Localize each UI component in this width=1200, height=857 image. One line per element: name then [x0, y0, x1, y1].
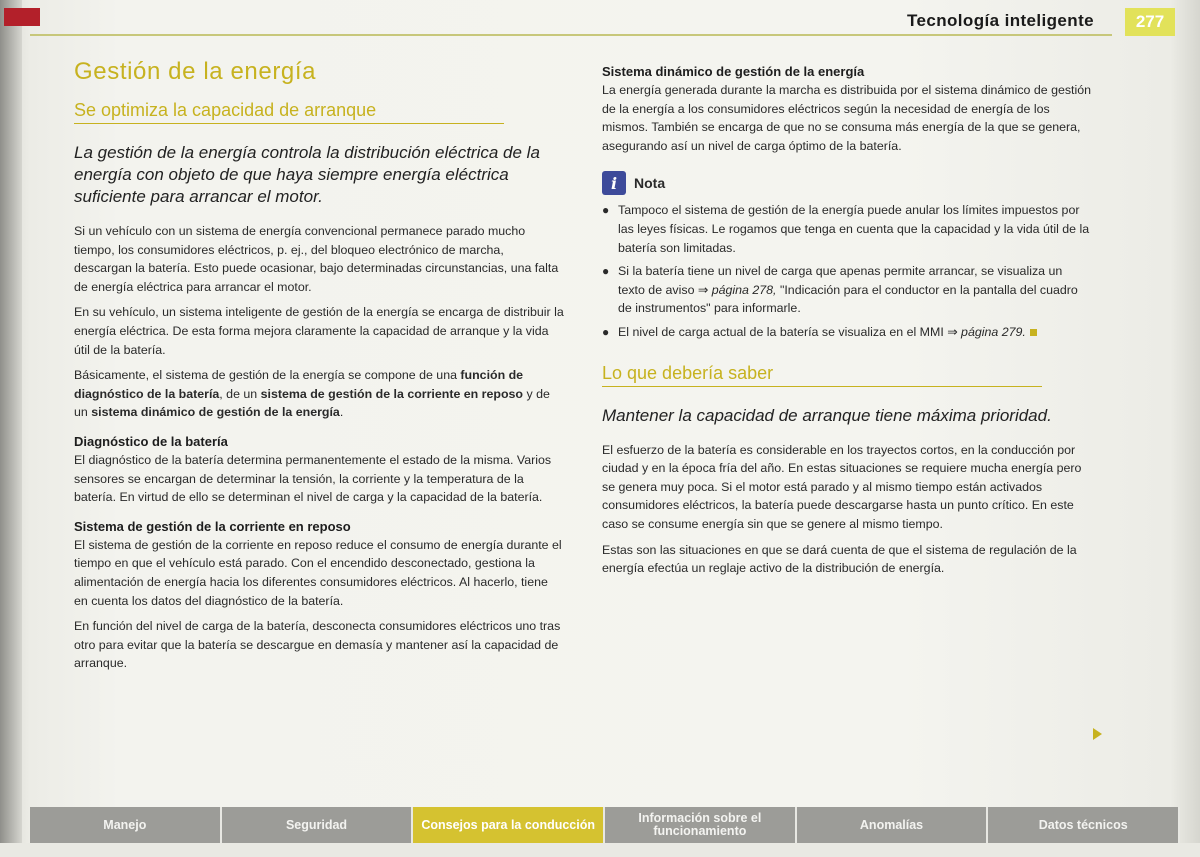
page-number: 277: [1125, 8, 1175, 36]
bullet-icon: ●: [602, 264, 610, 279]
triangle-right-icon: [1093, 728, 1102, 740]
body-paragraph: En su vehículo, un sistema inteligente de gestión de la energía se encarga de distribuir la energía eléctrica. De esta forma mejora claramente la capacidad de arranque y la vida útil de la batería.: [74, 305, 564, 357]
body-paragraph: La energía generada durante la marcha es distribuida por el sistema dinámico de gestión de la energía a los consumidores eléctricos según la necesidad de energía de los mismos. También se encarga de que no se consuma más energía de la que se genera, asegurando así un nivel de carga óptimo de la batería.: [602, 83, 1092, 153]
page-gutter-shadow: [0, 0, 22, 857]
page-reference-link[interactable]: página 279.: [961, 324, 1026, 339]
bold-term: función de diagnóstico de la batería: [74, 368, 524, 401]
lead-paragraph: Mantener la capacidad de arranque tiene máxima prioridad.: [602, 405, 1052, 425]
heading-dinamico: Sistema dinámico de gestión de la energía: [602, 64, 865, 79]
note-header: [602, 171, 1092, 195]
body-paragraph: Si un vehículo con un sistema de energía convencional permanece parado mucho tiempo, los consumidores eléctricos, p. ej., del bloqueo electrónico de marcha, descargan la batería. Esto puede ocasionar, bajo determinadas circunstancias, una falta de energía eléctrica para arrancar el motor.: [74, 224, 559, 294]
section-subtitle: Lo que debería saber: [602, 363, 1042, 387]
tab-seguridad[interactable]: Seguridad: [222, 807, 414, 843]
tab-datos-tecnicos[interactable]: Datos técnicos: [988, 807, 1180, 843]
page-reference-link[interactable]: página 278,: [711, 282, 777, 297]
running-head: Tecnología inteligente: [906, 11, 1094, 30]
text-run: "Indicación para el conductor en la pantalla del cuadro de instrumentos" para informarle.: [618, 282, 1078, 316]
heading-diagnostico: Diagnóstico de la batería: [74, 433, 228, 449]
text-run: El nivel de carga actual de la batería se visualiza en el MMI ⇒: [618, 324, 962, 339]
tab-consejos-conduccion[interactable]: Consejos para la conducción: [413, 807, 605, 843]
body-paragraph: En función del nivel de carga de la batería, desconecta consumidores eléctricos uno tras otro para evitar que la batería se descargue en demasía y mantener así la capacidad de arranque.: [74, 619, 561, 671]
page-bottom-edge: [0, 843, 1200, 857]
lead-paragraph: La gestión de la energía controla la distribución eléctrica de la energía con objeto de que haya siempre energía eléctrica suficiente para arrancar el motor.: [74, 143, 540, 206]
section-title: Gestión de la energía: [74, 58, 317, 85]
text-run: Básicamente, el sistema de gestión de la energía se compone de una: [74, 368, 461, 383]
right-column: [602, 64, 1092, 585]
note-bullet: [602, 262, 1092, 318]
note-bullet: [602, 201, 1092, 257]
tab-informacion-funcionamiento[interactable]: Información sobre el funcionamiento: [605, 807, 797, 843]
text-run: , de un: [219, 386, 261, 401]
info-icon: i: [602, 171, 626, 195]
body-paragraph: El diagnóstico de la batería determina permanentemente el estado de la misma. Varios sensores se encargan de determinar la tensión, la corriente y la temperatura de la batería. En virtud de ello se determinan el nivel de carga y la capacidad de la batería.: [74, 452, 552, 505]
text-run: .: [339, 405, 344, 420]
bullet-icon: ●: [602, 203, 610, 218]
body-paragraph: Estas son las situaciones en que se dará cuenta de que el sistema de regulación de la energía efectúa un reglaje activo de la distribución de energía.: [602, 542, 1077, 576]
body-paragraph: [74, 366, 564, 422]
bullet-text: [618, 323, 1037, 342]
header-divider: [30, 34, 1112, 36]
note-title: Nota: [634, 175, 666, 192]
note-bullet: [602, 323, 1092, 342]
bullet-text: [618, 262, 1092, 318]
body-paragraph: El esfuerzo de la batería es considerable en los trayectos cortos, en la conducción por ciudad y en la época fría del año. En estas situaciones se requiere mucha energía pero se genera muy poca. Si el motor está parado y al mismo tiempo están activados consumidores eléctricos, la batería puede descargarse hasta un punto crítico. En este caso se consume energía sin que se genere al mismo tiempo.: [602, 442, 1082, 531]
tab-manejo[interactable]: Manejo: [30, 807, 222, 843]
bullet-icon: ●: [602, 324, 610, 339]
square-end-icon: [1030, 329, 1037, 336]
text-run: y de un: [74, 386, 550, 420]
corner-marker: [4, 8, 40, 26]
chapter-tabs: [30, 807, 1180, 843]
section-subtitle: Se optimiza la capacidad de arranque: [74, 100, 504, 124]
bold-term: sistema dinámico de gestión de la energía: [91, 405, 340, 420]
text-run: Si la batería tiene un nivel de carga que apenas permite arrancar, se visualiza un texto de aviso ⇒: [618, 264, 1063, 297]
bold-term: sistema de gestión de la corriente en reposo: [260, 386, 523, 401]
body-paragraph: El sistema de gestión de la corriente en reposo reduce el consumo de energía durante el tiempo en que el vehículo está parado. Con el encendido desconectado, gestiona la alimentación de energía hacia los diferentes consumidores eléctricos. Al hacerlo, tiene en cuenta los datos del diagnóstico de la batería.: [74, 537, 562, 608]
heading-reposo: Sistema de gestión de la corriente en reposo: [74, 518, 351, 534]
bullet-text: Tampoco el sistema de gestión de la energía puede anular los límites impuestos por las leyes físicas. Le rogamos que tenga en cuenta que la capacidad y la vida útil de la batería son limitadas.: [618, 203, 1090, 255]
left-column: [74, 58, 564, 680]
tab-anomalias[interactable]: Anomalías: [797, 807, 989, 843]
